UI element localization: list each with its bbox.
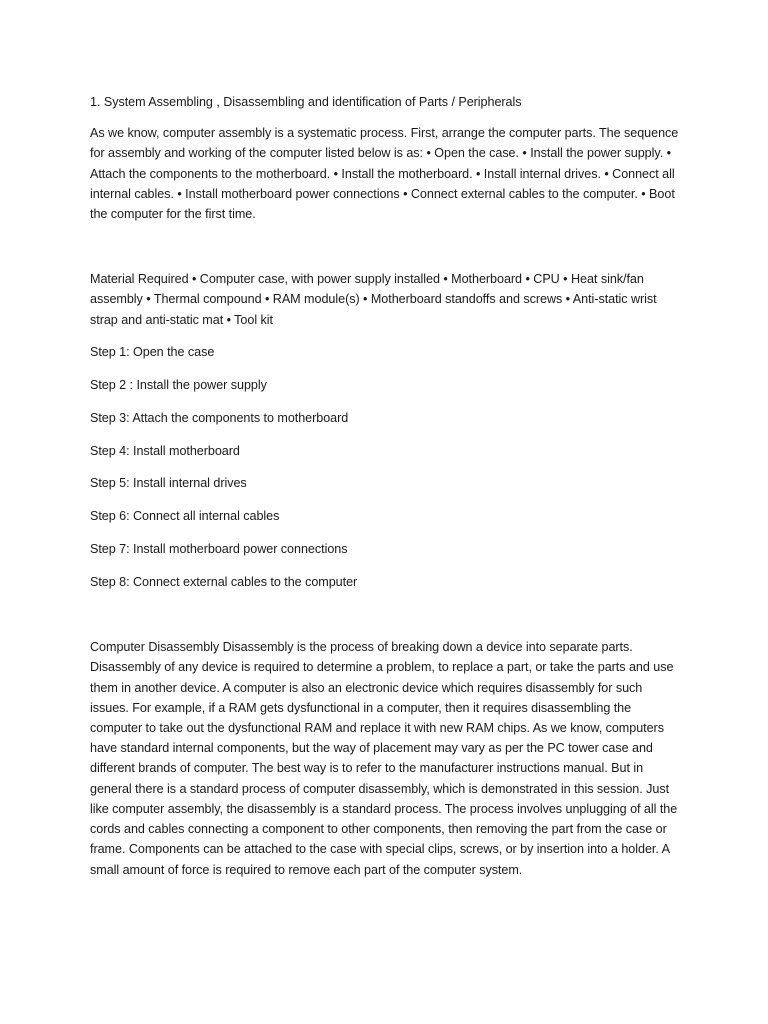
step-5: Step 5: Install internal drives bbox=[90, 476, 247, 491]
step-4: Step 4: Install motherboard bbox=[90, 443, 240, 458]
intro-paragraph: As we know, computer assembly is a systematic process. First, arrange the computer parts. The sequence for assembly and working of the computer listed below is as: • Open the case. • Install the power supply. • Attach the components to the motherboard. • Install the motherboard. • Install internal drives. • Connect all internal cables. • Install motherboard power connections • Connect external cables to the computer. • Boot the computer for the first time. bbox=[90, 126, 679, 222]
step-6: Step 6: Connect all internal cables bbox=[90, 509, 280, 524]
disassembly-paragraph: Computer Disassembly Disassembly is the process of breaking down a device into separate parts. Disassembly of any device is required to determine a problem, to replace a part, or take the parts and use them in another device. A computer is also an electronic device which requires disassembly for such issues. For example, if a RAM gets dysfunctional in a computer, then it requires disassembling the computer to take out the dysfunctional RAM and replace it with new RAM chips. As we know, computers have standard internal components, but the way of placement may vary as per the PC tower case and different brands of computer. The best way is to refer to the manufacturer instructions manual. But in general there is a standard process of computer disassembly, which is demonstrated in this session. Just like computer assembly, the disassembly is a standard process. The process involves unplugging of all the cords and cables connecting a component to other components, then removing the part from the case or frame. Components can be attached to the case with special clips, screws, or by insertion into a holder. A small amount of force is required to remove each part of the computer system. bbox=[90, 640, 678, 877]
step-3: Step 3: Attach the components to motherboard bbox=[90, 410, 349, 425]
document-heading: 1. System Assembling , Disassembling and identification of Parts / Peripherals bbox=[90, 95, 522, 109]
document-body bbox=[90, 92, 682, 880]
step-1: Step 1: Open the case bbox=[90, 344, 215, 359]
step-2: Step 2 : Install the power supply bbox=[90, 377, 267, 392]
step-8: Step 8: Connect external cables to the computer bbox=[90, 575, 358, 590]
materials-paragraph: Material Required • Computer case, with power supply installed • Motherboard • CPU • Heat sink/fan assembly • Thermal compound • RAM module(s) • Motherboard standoffs and screws • Anti-static wrist strap and anti-static mat • Tool kit bbox=[90, 272, 657, 327]
step-7: Step 7: Install motherboard power connections bbox=[90, 542, 348, 557]
